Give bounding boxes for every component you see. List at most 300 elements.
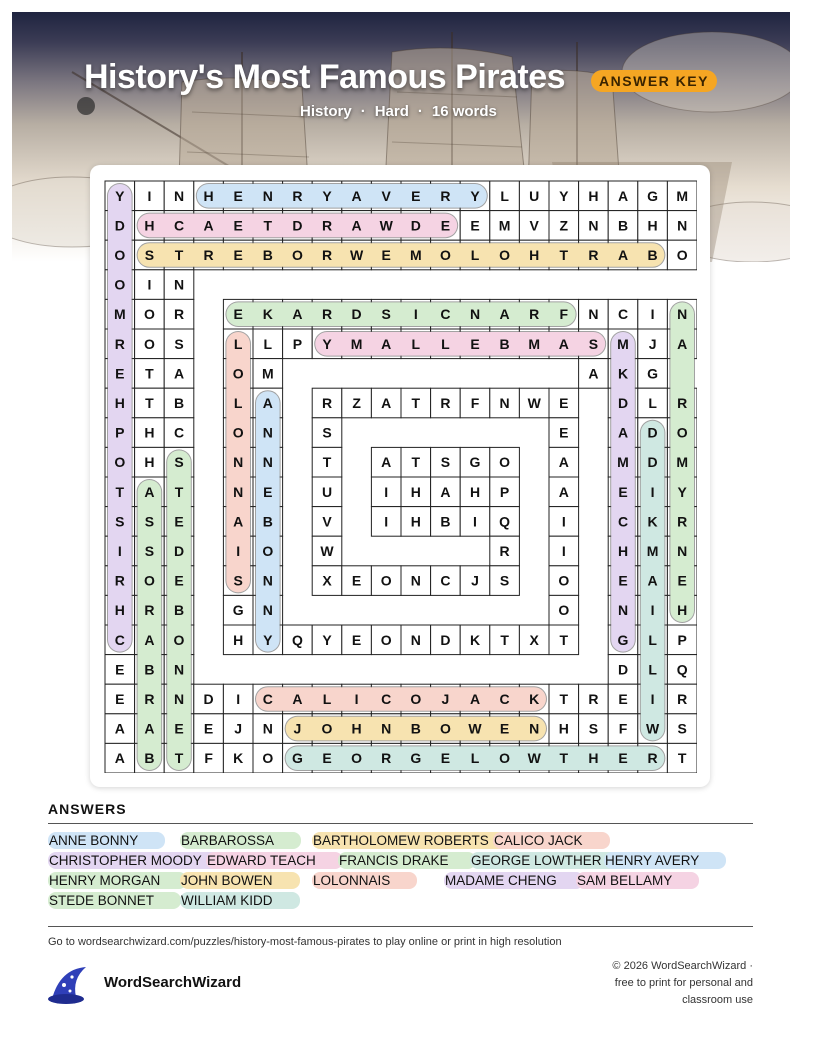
grid-letter: R — [321, 306, 333, 323]
answer-item — [206, 852, 316, 869]
answer-label: LOLONNAIS — [313, 873, 391, 888]
grid-letter: E — [411, 187, 421, 204]
grid-letter: L — [648, 395, 657, 411]
grid-letter: M — [676, 187, 689, 204]
grid-letter: W — [379, 217, 393, 234]
grid-letter: E — [351, 631, 362, 648]
grid-letter: A — [617, 187, 629, 204]
grid-letter: T — [411, 454, 421, 471]
grid-letter: I — [147, 276, 152, 293]
grid-letter: R — [499, 543, 510, 559]
grid-letter: L — [233, 335, 243, 352]
grid-letter: R — [677, 691, 688, 707]
grid-letter: E — [618, 750, 628, 767]
grid-letter: T — [174, 750, 184, 767]
grid-letter: G — [410, 750, 422, 767]
grid-letter: N — [173, 187, 185, 204]
grid-letter: O — [439, 247, 451, 263]
grid-letter: D — [203, 691, 214, 707]
grid-letter: H — [647, 217, 658, 234]
grid-letter: A — [114, 750, 125, 767]
grid-letter: A — [440, 483, 451, 500]
answer-item — [48, 892, 154, 909]
grid-letter: B — [173, 395, 185, 411]
grid-letter: D — [617, 395, 629, 411]
grid-letter: H — [558, 720, 569, 737]
answer-item — [48, 872, 160, 889]
answer-item — [48, 832, 138, 849]
grid-letter: L — [470, 247, 480, 263]
answer-label: SAM BELLAMY — [577, 873, 673, 888]
grid-letter: S — [174, 454, 184, 471]
grid-letter: G — [617, 631, 629, 648]
grid-letter: H — [144, 454, 155, 471]
grid-letter: T — [500, 631, 509, 648]
grid-letter: H — [203, 187, 214, 204]
grid-letter: I — [117, 543, 122, 559]
grid-letter: B — [440, 513, 451, 530]
grid-letter: R — [321, 247, 333, 263]
grid-letter: R — [440, 395, 451, 411]
grid-letter: R — [529, 306, 540, 323]
word-search-grid — [103, 179, 697, 773]
grid-letter: R — [173, 306, 185, 323]
grid-letter: S — [144, 513, 155, 530]
grid-letter: K — [529, 691, 540, 707]
grid-letter: H — [677, 602, 688, 619]
grid-letter: Q — [676, 661, 688, 678]
grid-letter: Y — [263, 631, 273, 648]
grid-letter: E — [263, 483, 273, 500]
grid-letter: R — [321, 217, 333, 234]
grid-letter: S — [588, 720, 599, 737]
grid-letter: E — [618, 483, 628, 500]
grid-letter: B — [173, 602, 185, 619]
answer-key-badge: ANSWER KEY — [591, 70, 717, 92]
grid-letter: I — [650, 483, 655, 500]
answer-item — [180, 872, 273, 889]
answer-label: CALICO JACK — [494, 833, 583, 848]
grid-letter: S — [677, 720, 687, 737]
answer-label: ANNE BONNY — [49, 833, 139, 848]
answer-item — [470, 852, 602, 869]
grid-letter: D — [647, 454, 658, 471]
grid-letter: E — [440, 217, 451, 234]
copyright-line-3: classroom use — [682, 994, 753, 1006]
answer-item — [604, 852, 699, 869]
grid-letter: R — [588, 247, 599, 263]
grid-letter: M — [646, 543, 659, 559]
grid-letter: D — [440, 631, 451, 648]
grid-letter: J — [648, 335, 657, 352]
grid-letter: C — [440, 572, 451, 589]
grid-letter: E — [233, 247, 243, 263]
word-count-label: 16 words — [431, 103, 497, 120]
grid-letter: G — [291, 750, 303, 767]
grid-letter: W — [645, 720, 660, 737]
grid-letter: P — [115, 424, 125, 441]
grid-letter: S — [499, 572, 510, 589]
grid-letter: D — [410, 217, 421, 234]
grid-letter: K — [262, 306, 273, 323]
grid-letter: M — [617, 454, 629, 471]
grid-letter: O — [143, 572, 155, 589]
grid-letter: P — [292, 335, 303, 352]
grid-letter: R — [321, 395, 333, 411]
grid-letter: A — [292, 306, 303, 323]
grid-letter: F — [204, 750, 213, 767]
grid-letter: N — [410, 572, 421, 589]
grid-letter: E — [440, 750, 451, 767]
grid-letter: R — [114, 572, 125, 589]
grid-letter: T — [115, 483, 125, 500]
grid-letter: S — [322, 424, 332, 441]
grid-letter: D — [292, 217, 303, 234]
grid-letter: O — [232, 365, 244, 382]
grid-letter: I — [413, 306, 418, 323]
grid-letter: E — [559, 395, 569, 411]
grid-letter: O — [499, 750, 511, 767]
grid-letter: N — [617, 602, 629, 619]
grid-letter: K — [647, 513, 658, 530]
copyright-text — [553, 958, 753, 1009]
copyright-line-1: © 2026 WordSearchWizard · — [612, 960, 753, 972]
grid-letter: O — [143, 335, 155, 352]
grid-letter: E — [115, 365, 125, 382]
grid-letter: E — [677, 572, 687, 589]
brand-name: WordSearchWizard — [104, 974, 242, 991]
grid-letter: B — [647, 247, 658, 263]
grid-letter: A — [677, 335, 688, 352]
grid-letter: R — [292, 187, 303, 204]
grid-letter: N — [469, 306, 481, 323]
grid-letter: A — [144, 631, 155, 648]
grid-letter: N — [262, 187, 273, 204]
grid-letter: D — [647, 424, 658, 441]
grid-letter: A — [617, 247, 629, 263]
grid-letter: N — [262, 720, 273, 737]
grid-letter: R — [144, 602, 155, 619]
grid-letter: I — [473, 513, 477, 530]
grid-letter: W — [468, 720, 482, 737]
grid-letter: N — [262, 572, 273, 589]
grid-letter: L — [648, 631, 657, 648]
grid-letter: M — [617, 335, 629, 352]
grid-letter: J — [441, 691, 450, 707]
grid-letter: E — [203, 720, 214, 737]
grid-letter: V — [381, 187, 391, 204]
grid-letter: Q — [291, 631, 303, 648]
grid-letter: O — [114, 454, 126, 471]
grid-letter: M — [498, 217, 511, 234]
grid-letter: E — [381, 247, 391, 263]
grid-letter: L — [500, 187, 509, 204]
grid-letter: I — [354, 691, 359, 707]
category-label: History — [300, 103, 352, 120]
grid-letter: C — [440, 306, 451, 323]
grid-letter: N — [173, 276, 185, 293]
grid-letter: A — [647, 572, 658, 589]
grid-letter: J — [234, 720, 243, 737]
grid-letter: I — [236, 543, 241, 559]
grid-letter: T — [559, 631, 569, 648]
puzzle-meta: History · Hard · 16 words — [300, 103, 497, 120]
answer-label: BARTHOLOMEW ROBERTS — [313, 833, 489, 848]
answer-item — [312, 872, 390, 889]
grid-letter: K — [233, 750, 244, 767]
grid-letter: R — [440, 187, 451, 204]
grid-letter: M — [261, 365, 274, 382]
grid-letter: E — [351, 572, 362, 589]
grid-letter: N — [233, 454, 244, 471]
answer-label: FRANCIS DRAKE — [339, 853, 449, 868]
footer-divider — [48, 926, 753, 927]
grid-letter: E — [233, 306, 243, 323]
grid-letter: K — [617, 365, 629, 382]
answer-item — [180, 832, 274, 849]
grid-letter: L — [441, 335, 450, 352]
grid-letter: R — [677, 395, 688, 411]
grid-letter: T — [174, 247, 184, 263]
grid-letter: N — [529, 720, 540, 737]
grid-letter: H — [410, 513, 421, 530]
grid-letter: Q — [499, 513, 511, 530]
answer-item — [444, 872, 557, 889]
grid-letter: P — [499, 483, 510, 500]
grid-letter: E — [115, 661, 125, 678]
grid-letter: R — [114, 335, 125, 352]
grid-letter: E — [618, 572, 628, 589]
grid-letter: A — [114, 720, 125, 737]
grid-letter: C — [173, 217, 185, 234]
grid-letter: R — [203, 247, 214, 263]
grid-letter: Y — [470, 187, 480, 204]
answer-item — [338, 852, 449, 869]
grid-letter: U — [529, 187, 540, 204]
grid-letter: N — [677, 217, 688, 234]
grid-letter: P — [677, 631, 687, 648]
grid-letter: J — [471, 572, 479, 589]
grid-letter: J — [293, 720, 302, 737]
grid-letter: O — [321, 720, 333, 737]
answer-label: EDWARD TEACH — [207, 853, 316, 868]
grid-letter: Z — [352, 395, 361, 411]
grid-letter: H — [469, 483, 481, 500]
grid-letter: A — [499, 306, 510, 323]
grid-letter: N — [588, 217, 599, 234]
answer-item — [312, 832, 489, 849]
grid-letter: K — [469, 631, 481, 648]
grid-letter: E — [470, 335, 480, 352]
grid-letter: S — [144, 247, 155, 263]
grid-letter: O — [173, 631, 185, 648]
grid-letter: I — [236, 691, 241, 707]
grid-letter: S — [588, 335, 599, 352]
grid-letter: L — [233, 395, 243, 411]
grid-letter: S — [381, 306, 391, 323]
grid-letter: L — [322, 691, 332, 707]
grid-letter: N — [588, 306, 599, 323]
grid-letter: O — [114, 276, 126, 293]
grid-letter: O — [114, 247, 126, 263]
grid-letter: E — [174, 572, 184, 589]
grid-letter: B — [499, 335, 510, 352]
grid-letter: H — [144, 424, 155, 441]
grid-letter: W — [320, 543, 334, 559]
grid-letter: O — [676, 424, 688, 441]
grid-letter: F — [559, 306, 569, 323]
grid-letter: M — [113, 306, 126, 323]
grid-letter: M — [528, 335, 541, 352]
grid-letter: G — [647, 187, 659, 204]
grid-letter: B — [262, 513, 273, 530]
grid-letter: T — [263, 217, 273, 234]
grid-letter: I — [384, 513, 389, 530]
grid-letter: A — [381, 395, 392, 411]
grid-letter: H — [233, 631, 244, 648]
grid-letter: S — [233, 572, 243, 589]
grid-letter: E — [174, 513, 184, 530]
grid-letter: A — [469, 691, 481, 707]
grid-letter: Y — [322, 187, 332, 204]
grid-letter: O — [262, 750, 274, 767]
grid-letter: A — [558, 454, 569, 471]
grid-letter: Z — [559, 217, 569, 234]
grid-letter: O — [676, 247, 688, 263]
grid-letter: R — [144, 691, 155, 707]
grid-letter: G — [647, 365, 659, 382]
grid-letter: A — [203, 217, 214, 234]
grid-letter: C — [114, 631, 125, 648]
grid-letter: H — [410, 483, 421, 500]
grid-letter: H — [114, 602, 125, 619]
grid-letter: H — [144, 217, 155, 234]
answer-label: BARBAROSSA — [181, 833, 275, 848]
grid-letter: E — [618, 691, 628, 707]
grid-letter: A — [144, 720, 155, 737]
answer-label: STEDE BONNET — [49, 893, 155, 908]
grid-letter: O — [380, 572, 392, 589]
grid-letter: O — [410, 691, 422, 707]
grid-letter: B — [144, 661, 155, 678]
grid-letter: N — [233, 483, 244, 500]
wizard-hat-icon — [46, 963, 92, 1005]
grid-letter: N — [410, 631, 421, 648]
grid-letter: X — [529, 631, 539, 648]
grid-letter: I — [650, 691, 655, 707]
grid-letter: T — [559, 691, 569, 707]
answer-item — [493, 832, 583, 849]
grid-letter: C — [499, 691, 510, 707]
grid-letter: T — [145, 365, 154, 382]
grid-letter: I — [650, 602, 655, 619]
grid-letter: N — [499, 395, 510, 411]
grid-letter: M — [409, 247, 422, 263]
grid-letter: C — [617, 306, 629, 323]
answer-label: CHRISTOPHER MOODY — [49, 853, 202, 868]
grid-letter: H — [588, 750, 599, 767]
grid-letter: L — [648, 661, 657, 678]
grid-letter: A — [233, 513, 244, 530]
grid-letter: H — [114, 395, 125, 411]
grid-letter: A — [351, 187, 362, 204]
grid-letter: O — [499, 454, 511, 471]
grid-letter: G — [232, 602, 244, 619]
grid-letter: O — [439, 720, 451, 737]
grid-letter: R — [588, 691, 599, 707]
grid-letter: H — [351, 720, 362, 737]
grid-letter: I — [650, 306, 655, 323]
grid-letter: I — [147, 187, 152, 204]
grid-letter: N — [173, 691, 185, 707]
grid-letter: D — [173, 543, 185, 559]
grid-letter: E — [322, 750, 332, 767]
grid-letter: A — [292, 691, 303, 707]
grid-letter: D — [617, 661, 629, 678]
grid-letter: L — [411, 335, 421, 352]
grid-letter: W — [527, 750, 541, 767]
grid-letter: A — [588, 365, 599, 382]
grid-letter: F — [470, 395, 480, 411]
grid-letter: H — [529, 247, 540, 263]
footer-url-text: Go to wordsearchwizard.com/puzzles/history-most-famous-pirates to play online or print in high resolution — [48, 936, 562, 948]
grid-letter: G — [469, 454, 481, 471]
grid-letter: O — [291, 247, 303, 263]
grid-letter: W — [349, 247, 364, 263]
grid-letter: O — [380, 631, 392, 648]
grid-letter: C — [381, 691, 392, 707]
grid-letter: E — [470, 217, 480, 234]
grid-letter: I — [384, 483, 389, 500]
grid-letter: E — [559, 424, 569, 441]
grid-letter: D — [351, 306, 362, 323]
grid-letter: N — [381, 720, 392, 737]
grid-letter: S — [440, 454, 451, 471]
grid-letter: N — [173, 661, 185, 678]
grid-letter: O — [232, 424, 244, 441]
grid-letter: I — [561, 513, 566, 530]
grid-letter: A — [381, 454, 392, 471]
grid-letter: D — [114, 217, 125, 234]
grid-letter: B — [617, 217, 629, 234]
grid-letter: A — [381, 335, 392, 352]
grid-letter: A — [173, 365, 185, 382]
answer-label: HENRY MORGAN — [49, 873, 161, 888]
grid-letter: B — [410, 720, 421, 737]
grid-letter: Y — [322, 631, 332, 648]
grid-letter: L — [470, 750, 480, 767]
answer-item — [48, 852, 202, 869]
grid-letter: S — [144, 543, 155, 559]
grid-letter: H — [617, 543, 629, 559]
grid-letter: R — [381, 750, 392, 767]
grid-letter: Y — [677, 483, 687, 500]
grid-letter: N — [262, 602, 273, 619]
grid-letter: N — [262, 424, 273, 441]
grid-letter: A — [144, 483, 155, 500]
copyright-line-2: free to print for personal and — [614, 977, 753, 989]
grid-letter: T — [677, 750, 687, 767]
grid-letter: T — [559, 247, 569, 263]
grid-letter: O — [262, 543, 274, 559]
grid-letter: U — [321, 483, 333, 500]
grid-letter: M — [350, 335, 363, 352]
grid-letter: R — [647, 750, 658, 767]
answer-label: GEORGE LOWTHER — [471, 853, 602, 868]
grid-letter: E — [115, 691, 125, 707]
grid-letter: S — [174, 335, 184, 352]
grid-letter: N — [677, 543, 688, 559]
